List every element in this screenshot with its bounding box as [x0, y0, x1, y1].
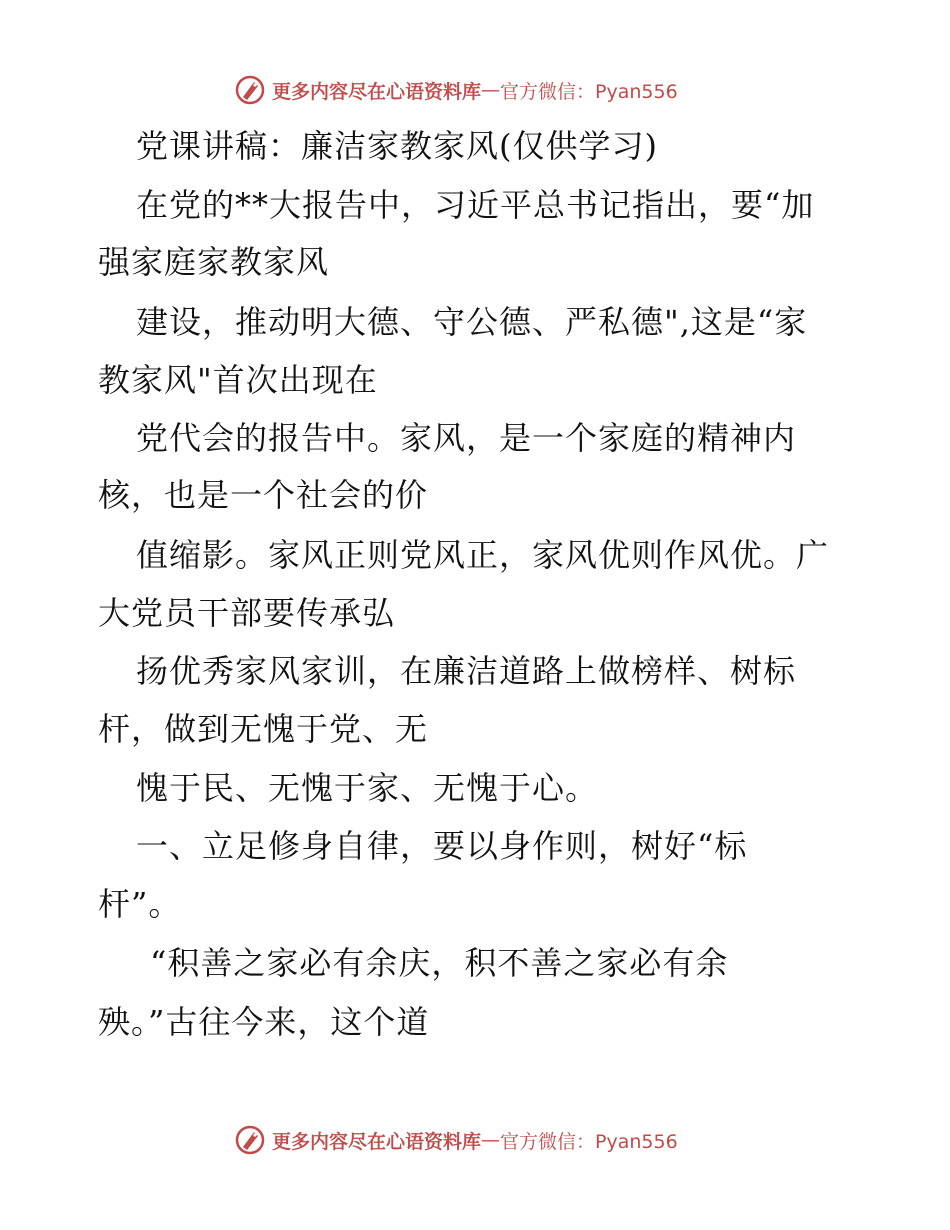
paragraph-line: 在党的**大报告中，习近平总书记指出，要“加: [136, 186, 815, 224]
section-heading: 一、立足修身自律，要以身作则，树好“标: [136, 827, 748, 865]
watermark-wechat-text: 官方微信：Pyan556: [500, 1130, 678, 1153]
watermark-main-text: 更多内容尽在心语资料库: [272, 1130, 482, 1153]
paragraph-line: 建设，推动明大德、守公德、严私德",这是“家: [136, 303, 808, 341]
paragraph-line: 殃。”古往今来，这个道: [98, 1003, 430, 1041]
watermark-separator: —: [481, 79, 501, 101]
pen-nib-logo-icon: [234, 1124, 266, 1156]
paragraph-line: 党代会的报告中。家风，是一个家庭的精神内: [136, 419, 797, 457]
paragraph-line: 强家庭家教家风: [98, 243, 330, 281]
paragraph-line: 扬优秀家风家训，在廉洁道路上做榜样、树标: [136, 652, 797, 690]
watermark-banner-bottom: [234, 1122, 678, 1158]
watermark-wechat-text: 官方微信：Pyan556: [500, 80, 678, 103]
section-heading: 杆”。: [98, 885, 182, 923]
watermark-separator: —: [481, 1129, 501, 1151]
paragraph-line: 杆，做到无愧于党、无: [98, 710, 429, 748]
paragraph-line: 教家风"首次出现在: [98, 361, 378, 399]
paragraph-line: 愧于民、无愧于家、无愧于心。: [136, 769, 599, 807]
paragraph-line: “积善之家必有余庆，积不善之家必有余: [150, 944, 729, 982]
paragraph-line: 大党员干部要传承弘: [98, 594, 396, 632]
document-title: 党课讲稿：廉洁家教家风(仅供学习): [136, 127, 658, 165]
paragraph-line: 值缩影。家风正则党风正，家风优则作风优。广: [136, 536, 830, 574]
watermark-main-text: 更多内容尽在心语资料库: [272, 80, 482, 103]
paragraph-line: 核，也是一个社会的价: [98, 476, 429, 514]
